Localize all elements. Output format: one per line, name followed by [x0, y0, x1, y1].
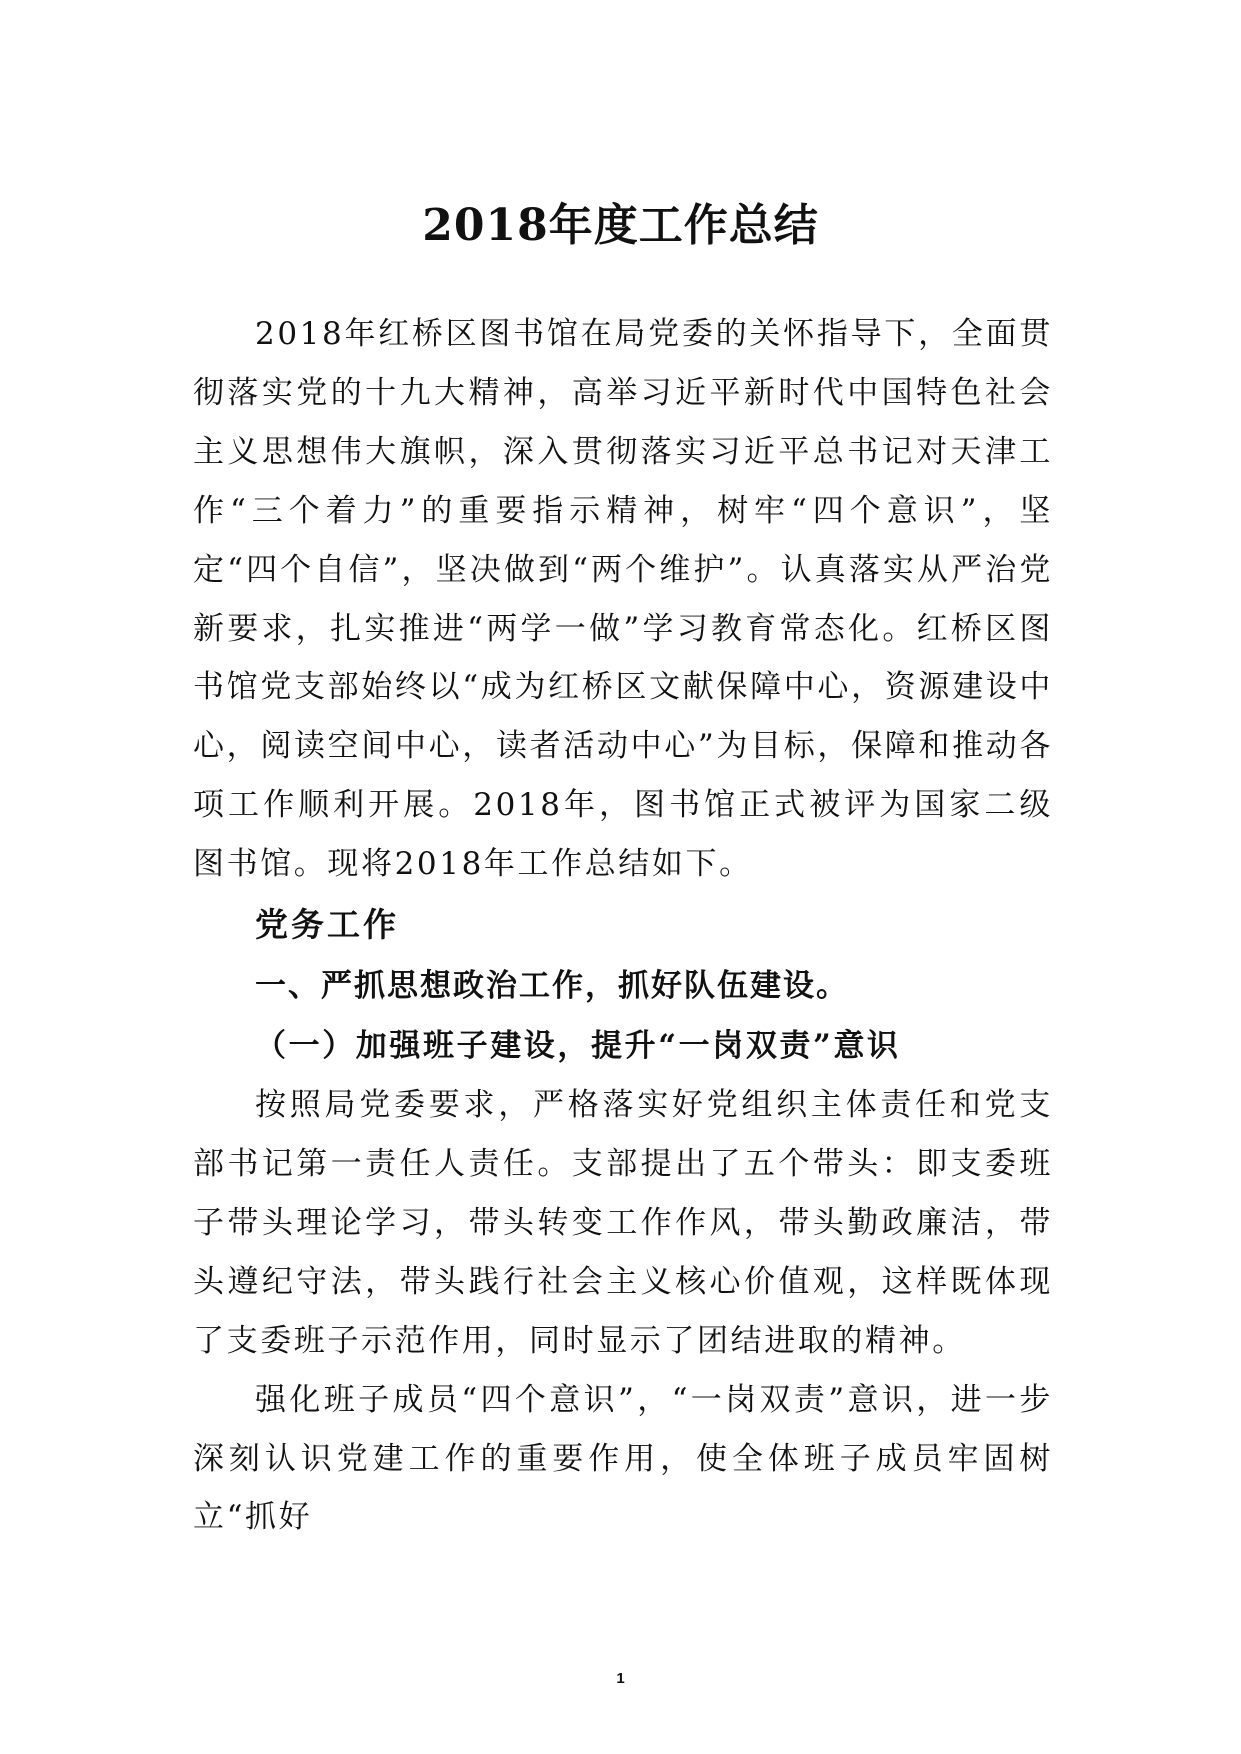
document-body	[193, 305, 1053, 1547]
section-heading: 党务工作	[255, 905, 399, 945]
intro-paragraph: 2018年红桥区图书馆在局党委的关怀指导下，全面贯彻落实党的十九大精神，高举习近平新时代中国特色社会主义思想伟大旗帜，深入贯彻落实习近平总书记对天津工作“三个着力”的重要指示精神，树牢“四个意识”，坚定“四个自信”，坚决做到“两个维护”。认真落实从严治党新要求，扎实推进“两学一做”学习教育常态化。红桥区图书馆党支部始终以“成为红桥区文献保障中心，资源建设中心，阅读空间中心，读者活动中心”为目标，保障和推动各项工作顺利开展。2018年，图书馆正式被评为国家二级图书馆。现将2018年工作总结如下。	[193, 316, 1053, 883]
subheading-level-1: 一、严抓思想政治工作，抓好队伍建设。	[255, 968, 849, 1005]
subheading-level-2: （一）加强班子建设，提升“一岗双责”意识	[255, 1028, 901, 1065]
document-title: 2018年度工作总结	[422, 200, 819, 251]
body-paragraph-1: 按照局党委要求，严格落实好党组织主体责任和党支部书记第一责任人责任。支部提出了五个带头：即支委班子带头理论学习，带头转变工作作风，带头勤政廉洁，带头遵纪守法，带头践行社会主义核心价值观，这样既体现了支委班子示范作用，同时显示了团结进取的精神。	[193, 1087, 1053, 1359]
page-number: 1	[616, 1670, 625, 1687]
body-paragraph-2: 强化班子成员“四个意识”，“一岗双责”意识，进一步深刻认识党建工作的重要作用，使全体班子成员牢固树立“抓好	[193, 1381, 1053, 1536]
